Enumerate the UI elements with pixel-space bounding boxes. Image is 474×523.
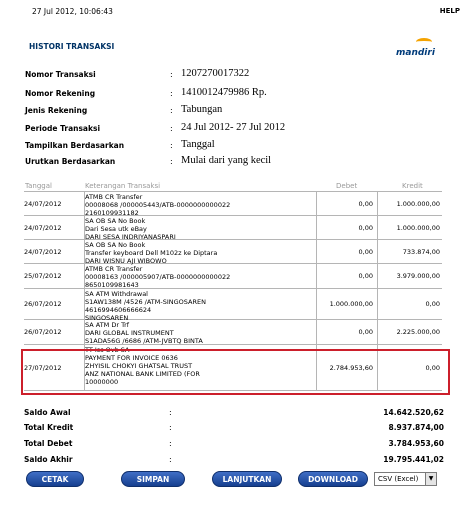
cell-date: 24/07/2012 [24, 247, 62, 256]
cell-kredit: 3.979.000,00 [377, 264, 442, 288]
summary-label: Saldo Awal [24, 408, 71, 417]
info-row-nomor-rekening [25, 89, 445, 103]
description-line: DARI SESA INDRIYANASPARI [85, 233, 176, 241]
datetime: 27 Jul 2012, 10:06:43 [32, 7, 113, 16]
info-label: Tampilkan Berdasarkan [25, 141, 125, 150]
description-line: Transfer keyboard Dell M102z ke Diptara [85, 249, 218, 257]
colon: : [170, 157, 173, 166]
description-line: DARI WISNU AJI WIBOWO [85, 257, 167, 265]
info-row-nomor-transaksi [25, 70, 445, 84]
cell-description [85, 193, 315, 217]
info-row-jenis-rekening [25, 106, 445, 120]
info-label: Periode Transaksi [25, 124, 101, 133]
table-row [24, 320, 442, 345]
summary-value: 19.795.441,02 [383, 455, 444, 464]
colon: : [169, 455, 172, 464]
info-label: Nomor Rekening [25, 89, 96, 98]
table-header [24, 182, 442, 191]
chevron-down-icon[interactable]: ▼ [425, 473, 436, 485]
cell-date: 26/07/2012 [24, 328, 62, 336]
format-select[interactable] [374, 472, 437, 486]
info-value: 1207270017322 [181, 68, 250, 79]
lanjutkan-button[interactable]: LANJUTKAN [212, 471, 282, 487]
table-row [24, 192, 442, 216]
cell-debet: 0,00 [316, 240, 376, 263]
colon: : [170, 89, 173, 98]
cell-kredit: 1.000.000,00 [377, 216, 442, 239]
summary-saldo-akhir [24, 455, 444, 467]
cell-description [85, 241, 315, 265]
table-row [24, 264, 442, 289]
summary-value: 14.642.520,62 [383, 408, 444, 417]
description-line: Dari Sesa utk eBay [85, 225, 147, 233]
cell-date: 25/07/2012 [24, 272, 62, 280]
help-link[interactable]: HELP [439, 7, 460, 15]
cell-date: 26/07/2012 [24, 300, 62, 308]
description-line: 4616994606666624 [85, 306, 152, 314]
format-select-value: CSV (Excel) [378, 475, 419, 483]
cell-debet: 0,00 [316, 192, 376, 215]
colon: : [170, 70, 173, 79]
cell-debet: 0,00 [316, 264, 376, 288]
colon: : [170, 106, 173, 115]
description-line: 10000000 [85, 378, 119, 386]
description-line: TT Iss Ovb SA [85, 346, 130, 354]
description-line: 00008163 /000005907/ATB-0000000000022 [85, 273, 231, 281]
cell-date: 27/07/2012 [24, 363, 62, 372]
cell-description [85, 290, 315, 322]
description-line: 2160109931182 [85, 209, 139, 217]
cell-debet: 1.000.000,00 [316, 289, 376, 319]
description-line: DARI GLOBAL INSTRUMENT [85, 329, 174, 337]
cetak-button[interactable]: CETAK [26, 471, 84, 487]
info-row-periode [25, 124, 445, 138]
description-line: SA ATM Withdrawal [85, 290, 148, 298]
mandiri-logo [396, 38, 436, 62]
summary-value: 8.937.874,00 [388, 423, 444, 432]
description-line: S1ADA56G /6686 /ATM-JVBTQ BINTA [85, 337, 203, 345]
cell-debet: 0,00 [316, 320, 376, 344]
info-row-tampilkan [25, 141, 445, 155]
table-row [24, 216, 442, 240]
colon: : [170, 141, 173, 150]
header-kredit: Kredit [402, 182, 423, 190]
cell-kredit: 2.225.000,00 [377, 320, 442, 344]
download-button[interactable]: DOWNLOAD [298, 471, 368, 487]
cell-debet: 0,00 [316, 216, 376, 239]
cell-date: 24/07/2012 [24, 199, 62, 208]
info-row-urutkan [25, 157, 445, 171]
info-value: 24 Jul 2012- 27 Jul 2012 [181, 122, 286, 133]
description-line: ATMB CR Transfer [85, 265, 143, 273]
description-line: 00008068 /000005443/ATB-0000000000022 [85, 201, 231, 209]
colon: : [169, 423, 172, 432]
info-label: Urutkan Berdasarkan [25, 157, 116, 166]
colon: : [169, 408, 172, 417]
description-line: SINGOSAREN [85, 314, 129, 322]
logo-arc-icon [416, 38, 432, 46]
cell-kredit: 733.874,00 [377, 240, 442, 263]
summary-total-debet [24, 439, 444, 451]
description-line: ZHYISIL CHOKYI GHATSAL TRUST [85, 362, 193, 370]
description-line: S1AW138M /4526 /ATM-SINGOSAREN [85, 298, 206, 306]
summary-label: Total Debet [24, 439, 73, 448]
colon: : [170, 124, 173, 133]
summary-total-kredit [24, 423, 444, 435]
description-line: 8650109981643 [85, 281, 139, 289]
description-line: SA OB SA No Book [85, 217, 146, 225]
info-label: Jenis Rekening [25, 106, 88, 115]
info-value: Tanggal [181, 139, 215, 150]
summary-saldo-awal [24, 408, 444, 420]
cell-kredit: 0,00 [377, 289, 442, 319]
info-value: Tabungan [181, 104, 223, 115]
cell-description [85, 265, 315, 289]
header-tanggal: Tanggal [25, 182, 52, 190]
description-line: ATMB CR Transfer [85, 193, 143, 201]
header-debet: Debet [336, 182, 358, 190]
cell-kredit: 1.000.000,00 [377, 192, 442, 215]
summary-label: Total Kredit [24, 423, 74, 432]
summary-value: 3.784.953,60 [388, 439, 444, 448]
description-line: SA ATM Dr Trf [85, 321, 130, 329]
cell-description [85, 217, 315, 241]
table-row [24, 240, 442, 264]
page-title: HISTORI TRANSAKSI [29, 42, 115, 51]
logo-text: mandiri [396, 48, 435, 58]
highlight-box [21, 349, 450, 395]
description-line: SA OB SA No Book [85, 241, 146, 249]
description-line: PAYMENT FOR INVOICE 0636 [85, 354, 178, 362]
summary-label: Saldo Akhir [24, 455, 73, 464]
colon: : [169, 439, 172, 448]
header-keterangan: Keterangan Transaksi [85, 182, 161, 190]
description-line: ANZ NATIONAL BANK LIMITED (FOR [85, 370, 200, 378]
info-value: 1410012479986 Rp. [181, 87, 267, 98]
cell-debet: 2.784.953,60 [316, 345, 376, 390]
info-value: Mulai dari yang kecil [181, 155, 272, 166]
info-label: Nomor Transaksi [25, 70, 96, 79]
cell-kredit: 0,00 [377, 345, 442, 390]
cell-date: 24/07/2012 [24, 223, 62, 232]
simpan-button[interactable]: SIMPAN [121, 471, 185, 487]
cell-description [85, 321, 315, 345]
table-row [24, 289, 442, 320]
